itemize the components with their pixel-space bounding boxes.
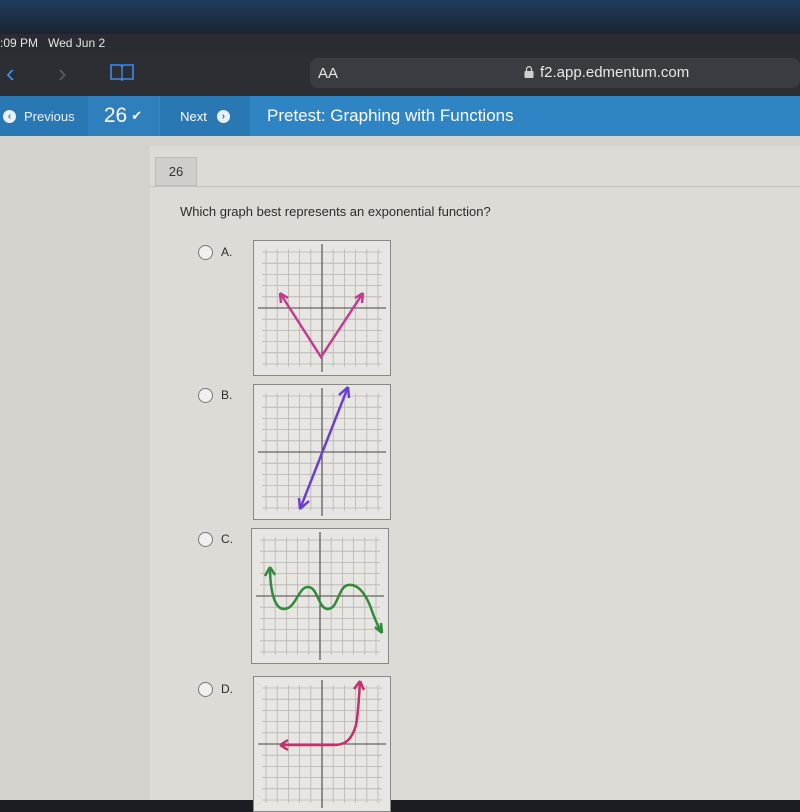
option-b-curve	[300, 387, 348, 509]
arrow-right-circle-icon: ›	[217, 110, 230, 123]
text-size-button[interactable]: AA	[318, 65, 339, 82]
status-time: :09 PM	[0, 36, 39, 50]
chevron-down-icon: ✔	[131, 108, 143, 123]
option-c-label: C.	[221, 532, 233, 546]
next-button[interactable]	[160, 96, 250, 136]
divider	[150, 186, 800, 187]
chevron-left-icon[interactable]: ‹	[6, 58, 15, 88]
question-card	[150, 146, 800, 800]
radio-option-a[interactable]	[198, 245, 213, 260]
option-d-graph[interactable]	[253, 676, 391, 812]
previous-label: Previous	[24, 108, 75, 124]
option-d-label: D.	[221, 682, 233, 696]
graph-grid	[258, 244, 386, 372]
status-date: Wed Jun 2	[48, 36, 106, 50]
radio-option-d[interactable]	[198, 682, 213, 697]
question-page	[0, 136, 800, 800]
page-title: Pretest: Graphing with Functions	[267, 106, 514, 125]
question-number-badge: 26	[155, 157, 197, 186]
option-a-graph[interactable]	[253, 240, 391, 376]
next-label: Next	[180, 108, 207, 124]
chevron-right-icon[interactable]: ›	[58, 58, 67, 88]
lock-icon	[524, 66, 534, 78]
option-b-graph[interactable]	[253, 384, 391, 520]
question-prompt: Which graph best represents an exponential function?	[180, 204, 491, 219]
option-c-graph[interactable]	[251, 528, 389, 664]
radio-option-b[interactable]	[198, 388, 213, 403]
arrow-left-circle-icon: ‹	[3, 110, 16, 123]
device-bezel	[0, 0, 800, 36]
option-a-label: A.	[221, 245, 233, 259]
question-selector[interactable]	[88, 96, 158, 136]
radio-option-c[interactable]	[198, 532, 213, 547]
option-b-label: B.	[221, 388, 233, 402]
assessment-toolbar	[0, 96, 800, 136]
status-bar	[0, 34, 800, 52]
previous-button[interactable]	[0, 96, 88, 136]
option-d-curve	[280, 681, 360, 745]
book-icon[interactable]	[110, 63, 134, 81]
url-text: f2.app.edmentum.com	[540, 64, 690, 81]
question-selector-value: 26	[103, 104, 128, 127]
